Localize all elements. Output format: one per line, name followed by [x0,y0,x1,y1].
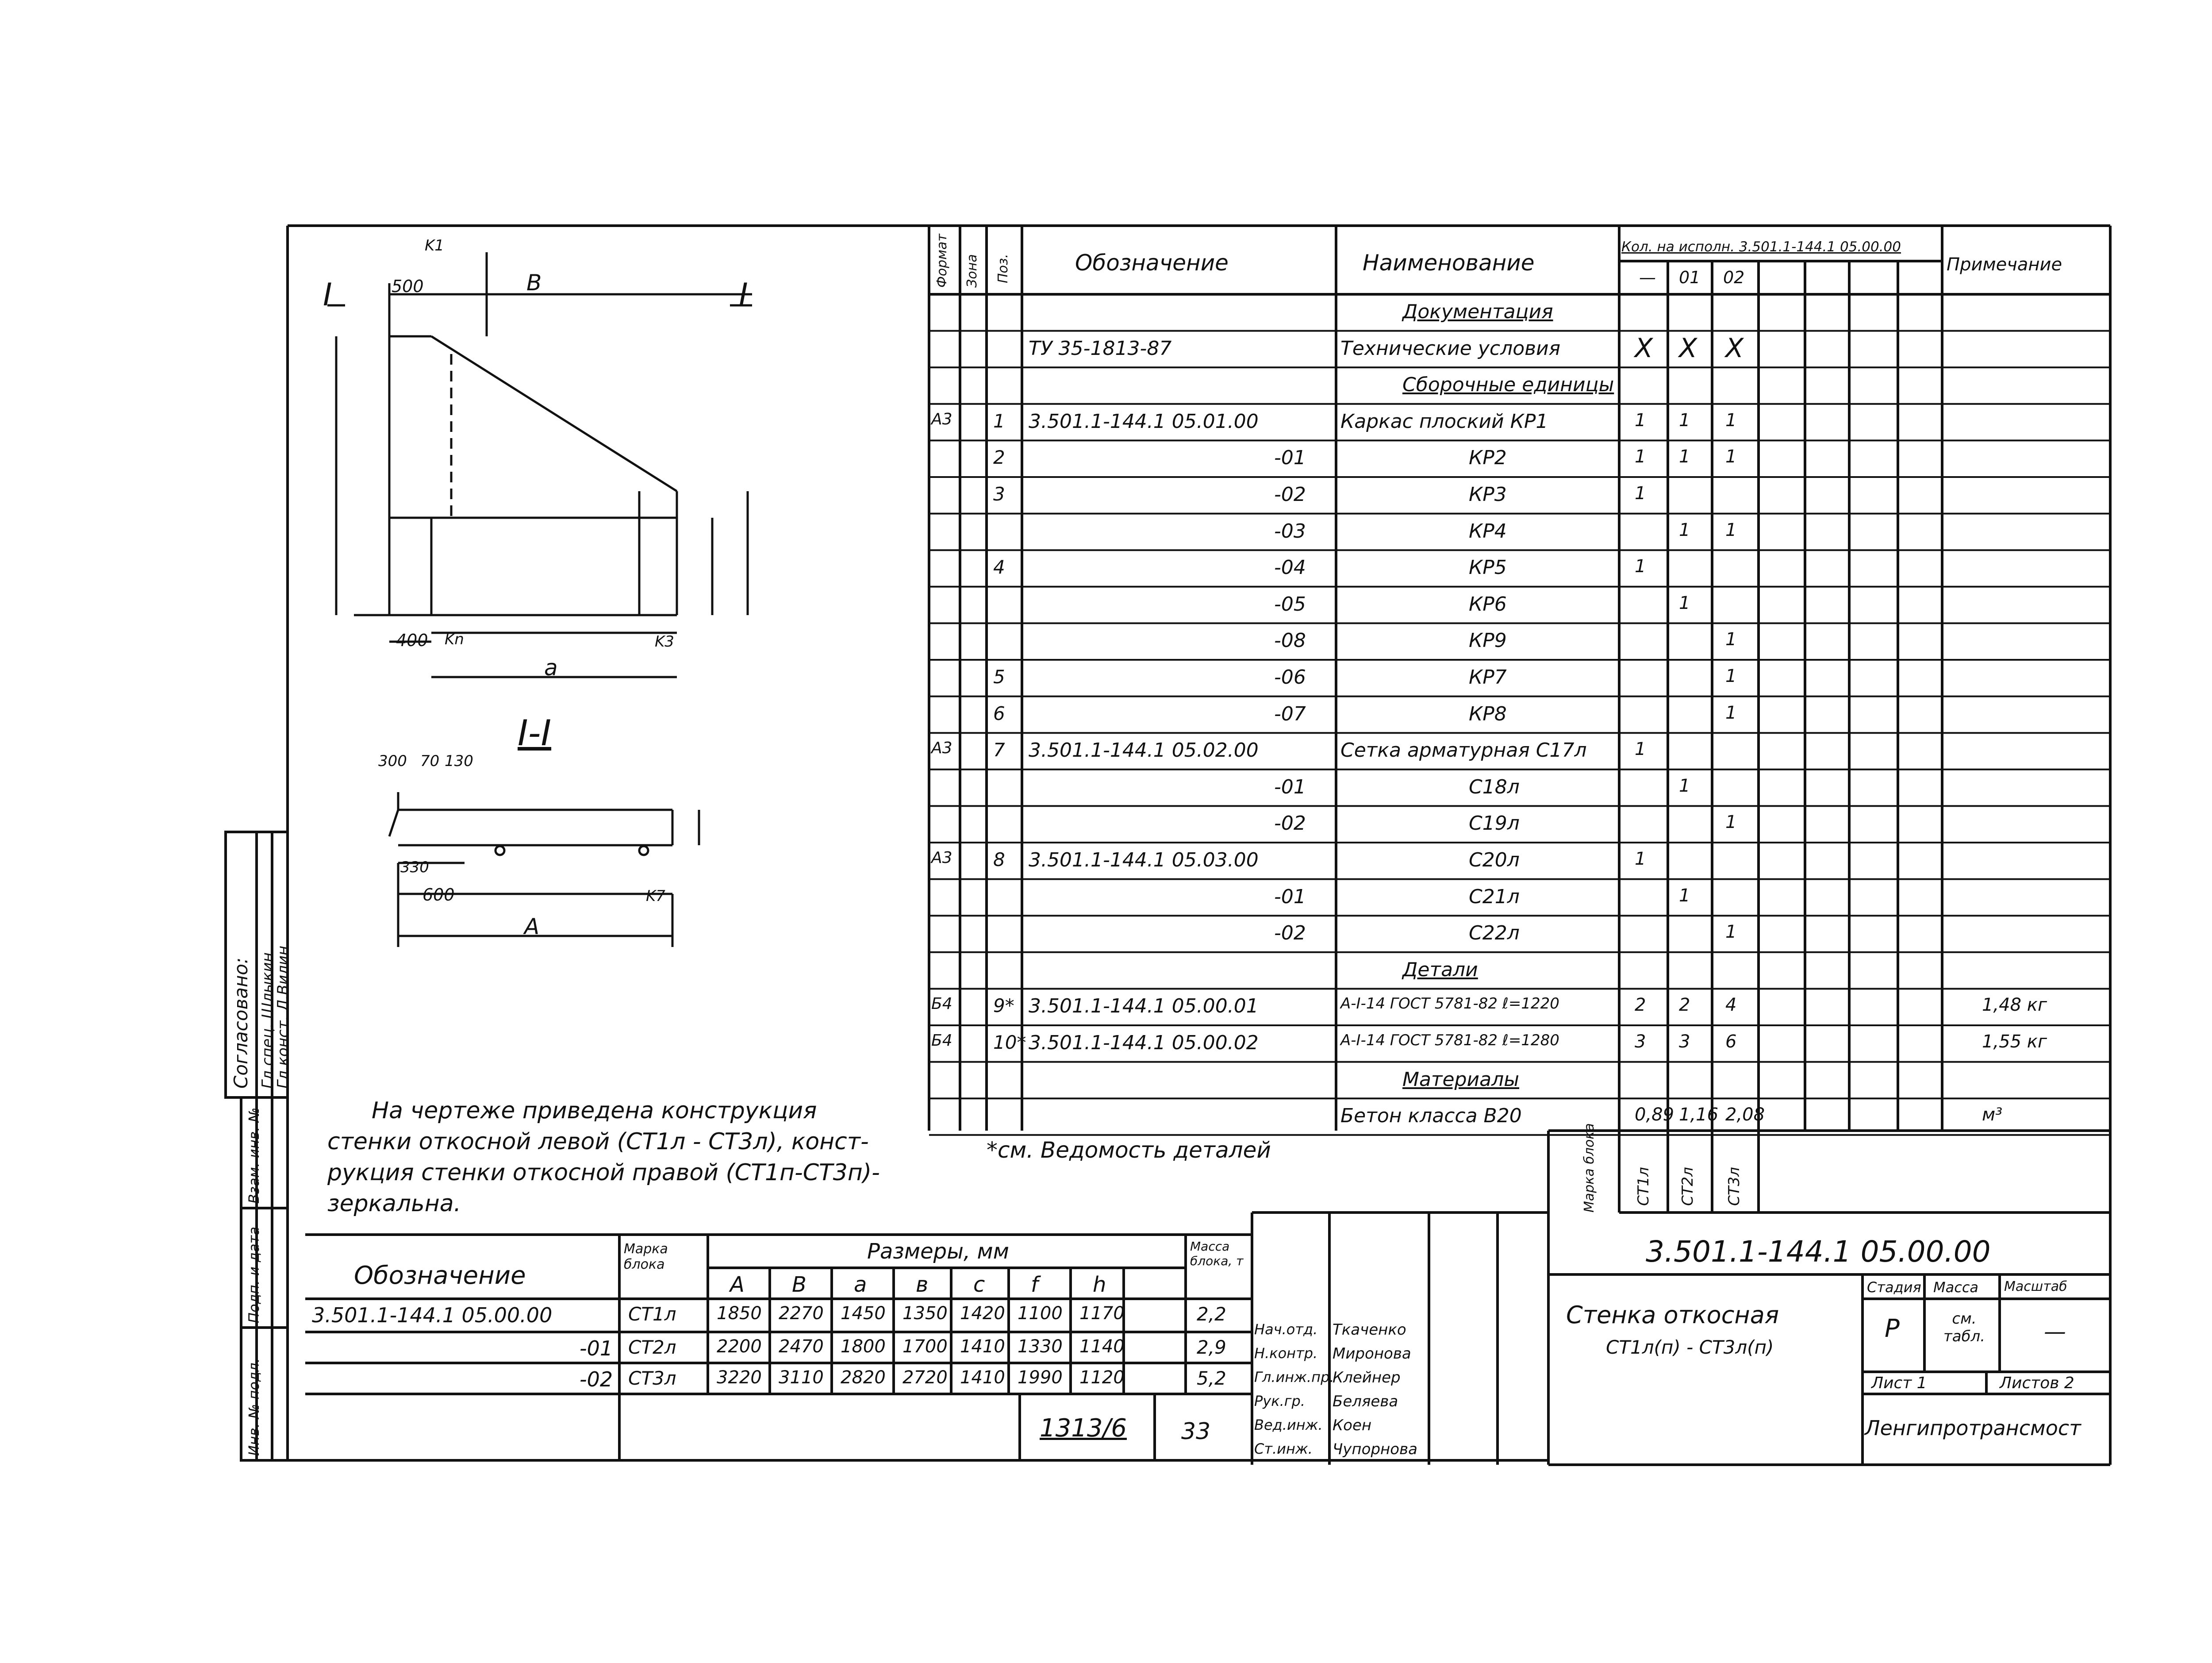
spec-qty: 1 [1679,410,1690,431]
spec-position: 10* [993,1032,1026,1053]
dims-row-value: 1990 [1018,1367,1063,1388]
spec-qty: 1 [1679,593,1690,613]
dims-subcol: A [730,1272,745,1297]
spec-position: 1 [993,410,1005,432]
dims-row-mass: 2,2 [1197,1303,1226,1325]
spec-col-format: Формат [934,234,950,288]
signatory-role: Нач.отд. [1254,1321,1318,1338]
dims-col-mark: Марка блока [624,1241,668,1272]
dims-row-mark: СТ2л [628,1336,676,1358]
spec-qty: 2 [1635,995,1646,1016]
spec-qty: 1 [1635,483,1646,504]
spec-name: КР3 [1469,483,1507,506]
spec-qty: X [1679,332,1697,364]
spec-qty: 1 [1635,556,1646,577]
doc-subtitle: СТ1л(п) - СТ3л(п) [1606,1336,1774,1358]
dims-row-value: 1450 [841,1303,886,1324]
dims-row-value: 1420 [960,1303,1005,1324]
scale-label: Масштаб [2004,1279,2067,1294]
stamp-inv-orig: Инв. № подл. [246,1358,262,1456]
dims-row-mark: СТ3л [628,1367,676,1389]
spec-exec-0: — [1639,268,1656,287]
spec-name: С19л [1469,812,1520,835]
spec-designation: -01 [1274,885,1306,908]
stage-value: Р [1885,1314,1900,1343]
dim-A: A [524,914,540,939]
spec-col-designation: Обозначение [1075,250,1229,276]
spec-designation: -02 [1274,812,1306,835]
dim-400: 400 [396,631,428,650]
footnote: *см. Ведомость деталей [987,1137,1271,1163]
agreed-line-2: Гл.конст. Л.Вилин [274,945,292,1089]
dims-row-mass: 5,2 [1197,1367,1226,1389]
dims-col-designation: Обозначение [354,1261,526,1290]
spec-name: Бетон класса В20 [1340,1105,1522,1128]
dims-subcol: B [792,1272,806,1297]
spec-designation: 3.501.1-144.1 05.02.00 [1029,739,1259,762]
spec-qty: 1 [1679,520,1690,540]
agreed-label: Согласовано: [230,957,252,1089]
spec-qty: X [1635,332,1653,364]
dims-row-designation: -01 [580,1336,613,1360]
spec-designation: -06 [1274,666,1306,689]
mark-st1: СТ1л [1635,1167,1652,1206]
dims-subcol: f [1031,1272,1038,1297]
mark-st2: СТ2л [1679,1167,1697,1206]
stamp-replace-inv: Взам. инв. № [246,1107,262,1204]
spec-designation: -01 [1274,447,1306,470]
spec-qty: 6 [1725,1032,1737,1052]
signatory-role: Вед.инж. [1254,1417,1323,1433]
dims-subcol: h [1093,1272,1106,1297]
spec-format: А3 [931,849,952,867]
signatory-role: Рук.гр. [1254,1393,1306,1409]
stamp-sign-date: Подп. и дата [246,1227,262,1323]
spec-format: Б4 [931,995,952,1013]
signatory-name: Клейнер [1333,1369,1401,1386]
dims-row-designation: 3.501.1-144.1 05.00.00 [312,1303,553,1327]
signatory-role: Ст.инж. [1254,1440,1313,1457]
dims-row-value: 1800 [841,1336,886,1357]
spec-name: КР5 [1469,556,1507,579]
dim-330: 330 [400,858,429,876]
organization: Ленгипротрансмост [1865,1416,2081,1440]
spec-col-note: Примечание [1947,254,2062,275]
spec-section-heading: Детали [1402,958,1478,981]
spec-position: 6 [993,702,1005,724]
spec-name: КР4 [1469,520,1507,543]
mass-label: Масса [1933,1279,1979,1296]
dims-row-value: 1850 [717,1303,762,1324]
spec-name: Сетка арматурная С17л [1340,739,1587,762]
archive-number: 1313/6 [1040,1414,1127,1443]
dims-row-mass: 2,9 [1197,1336,1226,1358]
dim-b: B [526,270,542,296]
spec-col-zone: Зона [964,254,980,288]
spec-name: А-I-14 ГОСТ 5781-82 ℓ=1280 [1340,1032,1559,1049]
dims-col-mass: Масса блока, т [1190,1239,1244,1268]
spec-qty: 1 [1725,812,1737,833]
dims-row-value: 1700 [902,1336,948,1357]
spec-designation: 3.501.1-144.1 05.00.01 [1029,995,1259,1018]
signatory-role: Н.контр. [1254,1345,1318,1362]
dim-300a: 300 [378,752,407,770]
spec-position: 9* [993,995,1014,1017]
note-line-4: зеркальна. [327,1190,461,1217]
spec-col-pos: Поз. [995,254,1011,283]
spec-qty: 3 [1679,1032,1690,1052]
dims-subcol: a [854,1272,867,1297]
note-line-2: стенки откосной левой (СТ1л - СТ3л), конст- [327,1128,869,1155]
dims-row-value: 1410 [960,1336,1005,1357]
mark-st3: СТ3л [1725,1167,1743,1206]
spec-qty: 1 [1635,849,1646,869]
dim-500: 500 [392,277,424,296]
spec-qty: 1 [1725,447,1737,467]
dims-row-value: 3220 [717,1367,762,1388]
dims-row-value: 2720 [902,1367,948,1388]
spec-designation: -08 [1274,629,1306,652]
dim-kn: Kn [445,631,464,648]
spec-section-heading: Материалы [1402,1068,1519,1091]
dim-a: a [544,655,558,681]
dims-row-value: 1100 [1018,1303,1063,1324]
spec-qty: 1 [1635,739,1646,760]
spec-note: м³ [1982,1105,2003,1125]
section-mark-right: I [739,277,748,313]
spec-qty: 1 [1725,922,1737,943]
note-line-1: На чертеже приведена конструкция [372,1097,817,1124]
section-title: I-I [518,712,552,754]
spec-name: Технические условия [1340,337,1561,360]
spec-section-heading: Сборочные единицы [1402,373,1614,397]
mass-value: см. табл. [1943,1310,1985,1345]
dims-row-value: 1330 [1018,1336,1063,1357]
spec-designation: 3.501.1-144.1 05.03.00 [1029,849,1259,871]
spec-name: КР2 [1469,447,1507,470]
spec-qty: 0,89 [1635,1105,1674,1125]
spec-position: 2 [993,447,1005,469]
spec-designation: -01 [1274,775,1306,798]
spec-format: Б4 [931,1032,952,1050]
spec-qty: 1 [1725,666,1737,686]
spec-name: С21л [1469,885,1520,908]
dim-k7: K7 [646,887,665,905]
spec-qty: 1 [1725,410,1737,431]
signatory-name: Беляева [1333,1393,1398,1410]
spec-position: 8 [993,849,1005,870]
note-line-3: рукция стенки откосной правой (СТ1п-СТ3п)- [327,1159,880,1186]
spec-qty: 1 [1725,520,1737,540]
dims-row-value: 2820 [841,1367,886,1388]
dims-row-value: 1410 [960,1367,1005,1388]
spec-qty: 1 [1635,410,1646,431]
spec-name: КР7 [1469,666,1507,689]
spec-qty: 1,16 [1679,1105,1719,1125]
spec-col-qty: Кол. на исполн. 3.501.1-144.1 05.00.00 [1621,239,1901,255]
stage-label: Стадия [1867,1279,1921,1296]
section-mark-left: I [323,277,332,313]
spec-section-heading: Документация [1402,300,1553,323]
spec-designation: -04 [1274,556,1306,579]
spec-qty: 2 [1679,995,1690,1016]
dim-130: 130 [445,752,473,770]
spec-name: Каркас плоский КР1 [1340,410,1548,433]
spec-col-name: Наименование [1363,250,1535,276]
spec-qty: 1 [1679,885,1690,906]
signatory-role: Гл.инж.пр. [1254,1369,1334,1386]
spec-exec-2: 02 [1723,268,1745,287]
dims-row-designation: -02 [580,1367,613,1391]
spec-qty: 1 [1679,775,1690,796]
signatory-name: Миронова [1333,1345,1411,1363]
spec-name: С18л [1469,775,1520,798]
spec-qty: 3 [1635,1032,1646,1052]
spec-designation: -02 [1274,922,1306,945]
dims-row-value: 2470 [779,1336,824,1357]
spec-name: КР9 [1469,629,1507,652]
spec-exec-1: 01 [1679,268,1701,287]
sheet-number: Лист 1 [1871,1374,1927,1392]
spec-format: А3 [931,410,952,428]
dims-col-sizes: Размеры, мм [867,1239,1009,1264]
spec-name: С20л [1469,849,1520,871]
dim-600: 600 [422,885,455,905]
dims-row-value: 2270 [779,1303,824,1324]
spec-designation: -05 [1274,593,1306,616]
spec-designation: 3.501.1-144.1 05.00.02 [1029,1032,1259,1054]
spec-name: КР8 [1469,702,1507,725]
spec-name: КР6 [1469,593,1507,616]
spec-qty: 1 [1725,702,1737,723]
spec-position: 7 [993,739,1005,761]
spec-qty: X [1725,332,1744,364]
spec-designation: 3.501.1-144.1 05.01.00 [1029,410,1259,433]
signatory-name: Коен [1333,1417,1372,1434]
dims-subcol: c [973,1272,985,1297]
spec-qty: 1 [1725,629,1737,650]
spec-designation: -03 [1274,520,1306,543]
spec-position: 4 [993,556,1005,578]
dims-row-value: 1120 [1079,1367,1125,1388]
spec-name: С22л [1469,922,1520,945]
spec-qty: 1 [1679,447,1690,467]
scale-value: — [2044,1319,2066,1344]
sheet-page-number: 33 [1181,1418,1211,1445]
agreed-line-1: Гл.спец. Шлыкин [259,952,276,1089]
elevation-view [327,252,752,677]
spec-designation: -07 [1274,702,1306,725]
dims-row-mark: СТ1л [628,1303,676,1325]
spec-note: 1,55 кг [1982,1032,2047,1052]
signatory-name: Ткаченко [1333,1321,1406,1339]
spec-qty: 1 [1635,447,1646,467]
dim-70: 70 [420,752,440,770]
spec-position: 3 [993,483,1005,505]
spec-name: А-I-14 ГОСТ 5781-82 ℓ=1220 [1340,995,1559,1013]
spec-designation: -02 [1274,483,1306,506]
dims-subcol: в [916,1272,929,1297]
spec-note: 1,48 кг [1982,995,2047,1016]
dims-row-value: 3110 [779,1367,824,1388]
spec-designation: ТУ 35-1813-87 [1029,337,1172,360]
dims-row-value: 1170 [1079,1303,1125,1324]
dim-k1: K1 [425,237,444,254]
doc-title: Стенка откосная [1566,1301,1779,1329]
section-view [389,792,699,947]
signatory-name: Чупорнова [1333,1440,1417,1458]
spec-qty: 4 [1725,995,1737,1016]
sheet-count: Листов 2 [2000,1374,2074,1392]
dims-row-value: 2200 [717,1336,762,1357]
dims-row-value: 1350 [902,1303,948,1324]
spec-qty: 2,08 [1725,1105,1765,1125]
spec-position: 5 [993,666,1005,688]
dim-k3: K3 [655,633,674,651]
marks-label: Марка блока [1582,1123,1597,1213]
spec-format: А3 [931,739,952,758]
doc-code: 3.501.1-144.1 05.00.00 [1646,1235,1991,1269]
dims-row-value: 1140 [1079,1336,1125,1357]
